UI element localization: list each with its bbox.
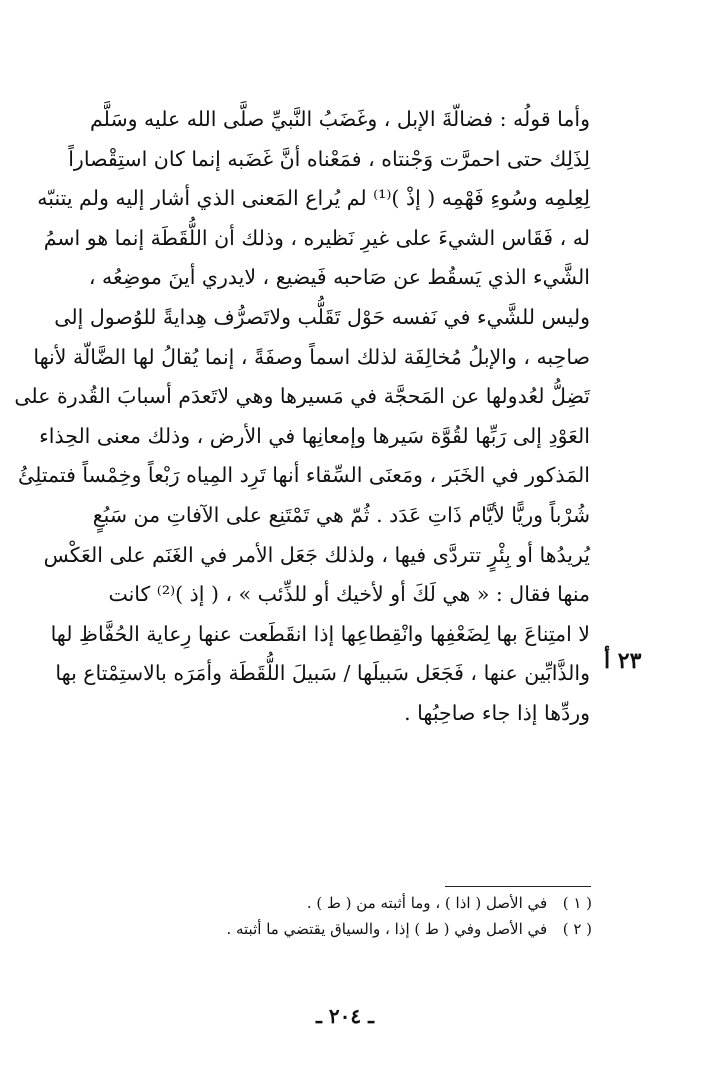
footnote-2-number: ( ٢ ) [562, 920, 592, 938]
text-line-8: تَضِلُّ لعُدولها عن المَحجَّة في مَسيرها وهي لاتَعدَم أسبابَ القُدرة على [14, 384, 590, 409]
text-line-13: منها فقال : « هي لَكَ أو لأخيك أو للذِّئب » ، ( إذ )⁽²⁾ كانت [108, 582, 590, 607]
footnote-1-text: في الأصل ( اذا ) ، وما أثبته من ( ط ) . [306, 894, 548, 912]
text-line-14: لا امتِناعَ بها لِضَعْفِها وانْقِطاعِها إذا انقَطَعت عنها رِعاية الحُفَّاظِ لها [50, 621, 590, 646]
footnote-1 [112, 890, 592, 916]
page-number: ـ ٢٠٤ ـ [316, 1004, 374, 1028]
footnote-2-text: في الأصل وفي ( ط ) إذا ، والسياق يقتضي ما أثبته . [226, 920, 548, 938]
text-line-5: الشَّيء الذي يَسقُط عن صَاحبه فَيضيع ، لايدري أينَ موضِعُه ، [88, 265, 590, 290]
text-line-7: صاحِبه ، والإبلُ مُخالِفَة لذلك اسماً وصفَةً ، إنما يُقالُ لها الضَّالّة لأنها [33, 344, 590, 369]
footnote-1-number: ( ١ ) [562, 894, 592, 912]
text-line-10: المَذكور في الخَبَر ، ومَعنَى السِّقاء أنها تَرِد المِياه رَبْعاً وخِمْساً فتمتلِئُ [18, 463, 590, 488]
text-line-12: يُريدُها أو بِئْرٍ تتردَّى فيها ، ولذلك جَعَل الأمر في الغَنَم على العَكْس [43, 542, 590, 567]
text-line-1: وأما قولُه : فضالّةَ الإبل ، وغَضَبُ النَّبيِّ صلَّى الله عليه وسَلَّم [90, 107, 590, 131]
text-line-11: شُرْباً وريًّا لأيَّام ذَاتِ عَدَد . ثُمّ هي تَمْتَنِع على الآفاتِ من سَبُعٍ [92, 502, 590, 527]
text-line-16: وردِّها إذا جاء صاحِبُها . [404, 700, 590, 725]
text-line-15: والذَّابِّين عنها ، فَجَعَل سَبيلَها / سَبيلَ اللُّقَطَة وأمَرَه بالاستِمْتاع بها [55, 661, 590, 686]
text-line-6: وليس للشَّيء في نَفسه حَوْل تَقَلُّب ولاتَصرُّف هِدايةً للوُصول إلى [54, 304, 590, 329]
manuscript-folio-marker: ٢٣ أ [604, 648, 642, 674]
footnote-2 [112, 916, 592, 942]
main-text-block [14, 100, 590, 734]
text-line-2: لِذَلِك حتى احمرَّت وَجْنتاه ، فمَعْناه أنَّ غَضَبه إنما كان استِقْصاراً [68, 146, 590, 171]
text-line-3: لِعِلمِه وسُوءِ فَهْمِه ( إذْ )⁽¹⁾ لم يُراع المَعنى الذي أشار إليه ولم يتنبّه [37, 186, 590, 211]
footnotes-block [112, 890, 592, 942]
text-line-4: له ، فَقَاس الشيءَ على غيرِ نَظيره ، وذلك أن اللُّقَطَة إنما هو اسمُ [43, 225, 590, 250]
text-line-9: العَوْدِ إلى رَبِّها لقُوَّة سَيرها وإمعانِها في الأرض ، وذلك معنى الحِذاء [39, 423, 590, 448]
footnote-divider [445, 886, 591, 887]
